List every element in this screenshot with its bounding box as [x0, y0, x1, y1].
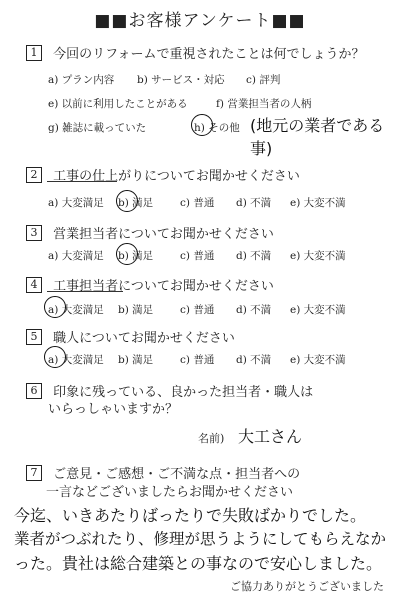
question-5 — [26, 326, 235, 346]
question-number: 4 — [26, 277, 42, 293]
question-text: 営業担当者についてお聞かせください — [53, 227, 274, 242]
question-text-line2: いらっしゃいますか？ — [48, 402, 179, 417]
option-b[interactable]: b) 満足 — [118, 250, 154, 262]
answer-circle-icon — [44, 346, 66, 368]
question-number: 1 — [26, 45, 42, 61]
answer-circle-icon — [191, 114, 213, 136]
option-a[interactable]: a) 大変満足 — [48, 304, 104, 316]
option-e[interactable]: e) 大変不満 — [290, 354, 346, 366]
question-1 — [26, 42, 364, 62]
handwritten-name: 大工さん — [238, 427, 303, 446]
option-e[interactable]: e) 大変不満 — [290, 197, 346, 209]
option-d[interactable]: d) 不満 — [236, 197, 272, 209]
answer-circle-icon — [116, 190, 138, 212]
question-text: 今回のリフォームで重視されたことは何でしょうか？ — [53, 47, 365, 62]
handwritten-answer: (地元の業者である事) — [250, 116, 385, 158]
option-c[interactable]: c) 普通 — [180, 304, 215, 316]
option-e[interactable]: e) 大変不満 — [290, 304, 346, 316]
option-d[interactable]: d) 不満 — [236, 354, 272, 366]
option-f[interactable]: f) 営業担当者の人柄 — [216, 98, 312, 110]
option-g[interactable]: g) 雑誌に載っていた — [48, 122, 147, 134]
option-c[interactable]: c) 普通 — [180, 250, 215, 262]
question-number: 5 — [26, 329, 42, 345]
option-a[interactable]: a) 大変満足 — [48, 197, 104, 209]
question-3 — [26, 222, 274, 242]
question-number: 7 — [26, 465, 42, 481]
answer-circle-icon — [44, 296, 66, 318]
underline — [47, 181, 117, 182]
underline — [47, 291, 123, 292]
option-b[interactable]: b) 満足 — [118, 197, 154, 209]
option-h[interactable]: h) その他 — [194, 122, 240, 134]
option-e[interactable]: e) 大変不満 — [290, 250, 346, 262]
question-text: 印象に残っている、良かった担当者・職人は — [53, 385, 314, 400]
option-d[interactable]: d) 不満 — [236, 304, 272, 316]
option-b[interactable]: b) 満足 — [118, 354, 154, 366]
page-title: ■■お客様アンケート■■ — [94, 11, 306, 31]
question-text: 職人についてお聞かせください — [53, 331, 235, 346]
option-d[interactable]: d) 不満 — [236, 250, 272, 262]
option-e[interactable]: e) 以前に利用したことがある — [48, 98, 188, 110]
option-a[interactable]: a) 大変満足 — [48, 250, 104, 262]
handwritten-comment-line: った。貴社は総合建築との事なので安心しました。 — [14, 554, 383, 573]
handwritten-comment-line: 業者がつぶれたり、修理が思うようにしてもらえなか — [14, 530, 387, 548]
question-text: 工事の仕上がりについてお聞かせください — [53, 169, 300, 184]
question-text-line2: 一言などございましたらお聞かせください — [46, 485, 294, 500]
footer-thanks: ご協力ありがとうございました — [230, 580, 384, 593]
question-number: 3 — [26, 225, 42, 241]
option-c[interactable]: c) 普通 — [180, 354, 215, 366]
handwritten-comment-line: 今迄、いきあたりばったりで失敗ばかりでした。 — [14, 506, 367, 525]
option-c[interactable]: c) 普通 — [180, 197, 215, 209]
option-a[interactable]: a) プラン内容 — [48, 74, 115, 86]
question-number: 2 — [26, 167, 42, 183]
question-7 — [26, 462, 300, 482]
question-6 — [26, 380, 313, 400]
question-text: ご意見・ご感想・ご不満な点・担当者への — [53, 467, 301, 482]
option-b[interactable]: b) サービス・対応 — [137, 74, 225, 86]
answer-circle-icon — [116, 243, 138, 265]
option-a[interactable]: a) 大変満足 — [48, 354, 104, 366]
question-number: 6 — [26, 383, 42, 399]
question-text: 工事担当者についてお聞かせください — [53, 279, 274, 294]
option-b[interactable]: b) 満足 — [118, 304, 154, 316]
name-label: 名前) — [198, 432, 225, 445]
option-c[interactable]: c) 評判 — [246, 74, 281, 86]
